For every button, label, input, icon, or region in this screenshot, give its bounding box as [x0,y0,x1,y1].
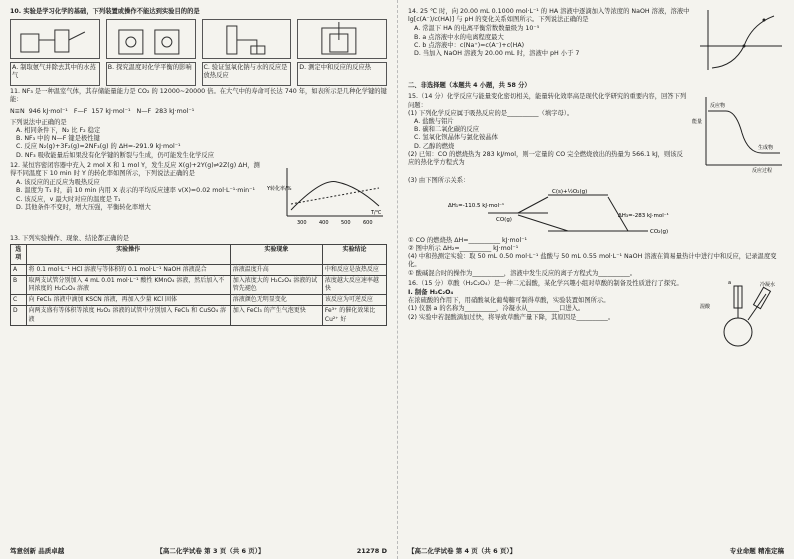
q12-ylabel: Y转化率/% [267,185,292,192]
q16-block [408,278,784,355]
q15-p4a: ① 酸碱混合时的操作为__________，溶液中发生反应的离子方程式为__________。 [408,269,637,277]
q13-stem: 13. 下列实验操作、现象、结论都正确的是 [10,235,130,243]
q13-cell: 加入浓度大的 H₂C₂O₄ 溶液的试管先褪色 [230,275,322,294]
q10-option-d: D. 测定中和反应的反应热 [297,62,387,86]
bond-n-f-value: 283 kJ·mol⁻¹ [155,107,195,115]
q13-header-option: 选项 [11,245,27,264]
q15-energy-ylabel: 能量 [692,119,703,126]
q15-energy-graph [692,93,784,173]
left-footer-code: 21278 D [356,546,387,555]
left-footer [10,547,387,555]
q15-stem: 15.（14 分）化学反应与能量变化密切相关，能量转化效率高是现代化学研究的重要内容，回答下列问题： [408,93,687,109]
right-page [397,0,794,559]
bond-f-f-value: 157 kJ·mol⁻¹ [91,107,131,115]
q13-cell: 向 FeCl₃ 溶液中滴加 KSCN 溶液，再加入少量 KCl 固体 [26,295,230,306]
q12-xlabel: T/℃ [371,209,382,216]
apparatus-a [10,19,100,59]
cycle-top: C(s)+½O₂(g) [552,188,588,195]
apparatus-d-icon [298,20,386,58]
q15-p3b: ② 图中所示 ΔH₂=__________ kJ·mol⁻¹ [408,245,519,253]
section-2-title: 二、非选择题（本题共 4 小题，共 58 分） [408,82,531,90]
q15-cycle-diagram [408,187,784,235]
q13-header-row [11,245,387,264]
left-footer-slogan: 笃意创新 品质卓越 [10,546,65,555]
q13-cell: C [11,295,27,306]
q13-cell: B [11,275,27,294]
q10-options [10,62,387,86]
q14-stem: 14. 25 ℃ 时，向 20.00 mL 0.1000 mol·L⁻¹ 的 HA 溶液中逐滴加入等浓度的 NaOH 溶液，溶液中 lg[c(A⁻)/c(HA)] 与 pH 的变化关系如图所示。下列说法正确的是 [408,8,690,24]
q16-p1b: (1) 仪器 a 的名称为__________，冷凝水从__________口进入。 [408,305,585,313]
table-row [11,306,387,325]
q16-apparatus-svg [698,278,784,352]
q10-option-b: B. 探究温度对化学平衡的影响 [106,62,196,86]
apparatus-b [106,19,196,59]
q12-option-a: A. 该反应的正反应为吸热反应 [16,179,100,187]
q14-option-d: D. 当加入 NaOH 溶液为 20.00 mL 时，溶液中 pH 小于 7 [414,50,580,58]
q13-cell: 溶液温度升高 [230,264,322,275]
q11-question: 下列说法中正确的是 [10,118,67,126]
q11-option-d: D. NF₃ 吸收能量后如果没有化学键的断裂与生成，仍可能发生化学反应 [16,151,215,159]
q13-cell: Fe³⁺ 的催化效果比 Cu²⁺ 好 [322,306,386,325]
q12-option-c: C. 该反应，v 最大时对应的温度是 T₁ [16,195,121,203]
q12-tick-3: 500 [341,219,351,226]
q14-option-b: B. a 点溶液中水的电离程度最大 [414,33,504,41]
right-footer [408,547,784,555]
apparatus-b-icon [107,20,195,58]
q15-p4: (4) 中和热测定实验：取 50 mL 0.50 mol·L⁻¹ 盐酸与 50 mL 0.55 mol·L⁻¹ NaOH 溶液在简易量热计中进行中和反应，记录温度变化。 [408,253,777,269]
q12-graph [267,160,387,230]
q10-stem: 10. 实验是学习化学的基础，下列装置或操作不能达到实验目的的是 [10,8,200,15]
q13-cell: 该反应为可逆反应 [322,295,386,306]
q15-p3: (3) 由下图所示关系： [408,176,470,184]
q12-stem: 12. 某恒容密闭容器中充入 2 mol X 和 1 mol Y，发生反应 X(g)+2Y(g)⇌2Z(g) ΔH，测得不同温度下 10 min 时 Y 的转化率如图所示，下列说法正确的是 [10,161,260,178]
q13-cell: D [11,306,27,325]
q14-graph [694,6,784,76]
q12-option-b: B. 温度为 T₁ 时，前 10 min 内用 X 表示的平均反应速率 v(X)=0.02 mol·L⁻¹·min⁻¹ [16,187,256,195]
q11-stem: 11. NF₃ 是一种温室气体，其存储能量能力是 CO₂ 的 12000~20000 倍。在大气中的寿命可长达 740 年，如表所示是几种化学键的键能： [10,88,387,104]
q13-cell: 浓度越大反应速率越快 [322,275,386,294]
q15-p3a: ① CO 的燃烧热 ΔH=__________ kJ·mol⁻¹ [408,236,528,244]
q14-option-c: C. b 点溶液中：c(Na⁺)=c(A⁻)+c(HA) [414,41,525,49]
q11-bond-energies [10,108,387,116]
q16-label-a: a [728,279,732,286]
q15-p1-option-b: B. 碳和二氧化碳的反应 [414,126,479,134]
q15-energy-xlabel: 反应过程 [752,168,773,174]
q13-cell: 将 0.1 mol·L⁻¹ HCl 溶液与等体积的 0.1 mol·L⁻¹ NaOH 溶液混合 [26,264,230,275]
q15-p1-option-d: D. 乙醇的燃烧 [414,142,455,150]
q10-apparatus-row [10,19,387,59]
apparatus-a-icon [11,20,99,58]
right-footer-slogan: 专业命题 精准定稿 [729,546,784,555]
cycle-bottom: CO₂(g) [650,228,669,235]
q12-option-d: D. 其他条件不变时，增大压强，平衡转化率增大 [16,203,151,211]
cycle-left: ΔH₁=-110.5 kJ·mol⁻¹ [448,202,505,209]
q12-tick-2: 400 [319,219,329,226]
bond-n-n-value: 946 kJ·mol⁻¹ [28,107,68,115]
q15-p1-option-a: A. 盐酸与铝片 [414,118,454,126]
q16-label-c: 混酸 [700,303,711,310]
q16-p1a: 在浓硫酸的作用下，用硝酸氧化葡萄糖可制得草酸，实验装置如图所示。 [408,297,610,305]
apparatus-c [202,19,292,59]
table-row [11,275,387,294]
q10-option-c: C. 验证氢氧化钠与水的反应是放热反应 [202,62,292,86]
q12-tick-1: 300 [297,219,307,226]
q13-header-conclusion: 实验结论 [322,245,386,264]
q13-cell: 溶液颜色无明显变化 [230,295,322,306]
q15-energy-top: 反应物 [710,103,726,110]
q15-p1-option-c: C. 氢氧化钡晶体与氯化铵晶体 [414,134,498,142]
q12-figure [267,160,387,233]
q15-energy-bottom: 生成物 [758,145,774,152]
q11-option-b: B. NF₃ 中的 N—F 键是极性键 [16,135,100,143]
q13-cell: A [11,264,27,275]
q16-p1: Ⅰ. 制备 H₂C₂O₄ [408,289,454,297]
q13-header-phenomenon: 实验现象 [230,245,322,264]
q13-cell: 向两支盛有等体积等浓度 H₂O₂ 溶液的试管中分别加入 FeCl₃ 和 CuSO₄ 溶液 [26,306,230,325]
q16-apparatus [698,278,784,355]
q14-option-a: A. 常温下 HA 的电离平衡常数数量级为 10⁻⁵ [414,25,540,33]
q15-block [408,93,784,176]
q13-cell: 取两支试管分别加入 4 mL 0.01 mol·L⁻¹ 酸性 KMnO₄ 溶液，然后加入不同浓度的 H₂C₂O₄ 溶液 [26,275,230,294]
q15-p2: (2) 已知：CO 的燃烧热为 283 kJ/mol，则一定量的 CO 完全燃烧放出的热量为 566.1 kJ，则该反应的热化学方程式为 [408,150,683,167]
cycle-right: ΔH₃=-283 kJ·mol⁻¹ [618,212,669,219]
cycle-mid: CO(g) [496,216,512,223]
q12-block [10,160,387,233]
bond-f-f-label: F—F [71,107,88,115]
q16-label-b: 冷凝水 [760,281,776,288]
q16-p1c: (2) 实验中若混酸滴加过快，将导致草酸产量下降，其原因是__________。 [408,313,615,321]
q11-option-a: A. 相同条件下，N₂ 比 F₂ 稳定 [16,127,101,135]
q14-figure [694,6,784,79]
q11-option-c: C. 反应 N₂(g)+3F₂(g)=2NF₃(g) 的 ΔH=-291.9 kJ·mol⁻¹ [16,143,181,151]
left-footer-page: 【高二化学试卷 第 3 页（共 6 页）】 [156,546,265,555]
q13-table [10,244,387,326]
apparatus-c-icon [203,20,291,58]
q12-tick-4: 600 [363,219,373,226]
q15-p1: (1) 下列化学反应属于吸热反应的是__________（填字母）。 [408,109,574,117]
table-row [11,295,387,306]
q16-stem: 16.（15 分）草酸（H₂C₂O₄）是一种二元弱酸，某化学兴趣小组对草酸的制备及性质进行了探究。 [408,279,683,287]
bond-n-f-label: N—F [134,107,152,115]
q15-cycle-svg [448,187,708,235]
right-footer-page: 【高二化学试卷 第 4 页（共 6 页）】 [408,546,517,555]
q15-energy-figure [692,93,784,176]
apparatus-d [297,19,387,59]
table-row [11,264,387,275]
bond-n-n-label: N≡N [10,107,25,115]
q10-option-a: A. 制取氨气并除去其中的水蒸气 [10,62,100,86]
q14-block [408,6,784,79]
q13-cell: 加入 FeCl₃ 的产生气泡更快 [230,306,322,325]
q13-header-operation: 实验操作 [26,245,230,264]
q13-cell: 中和反应是放热反应 [322,264,386,275]
